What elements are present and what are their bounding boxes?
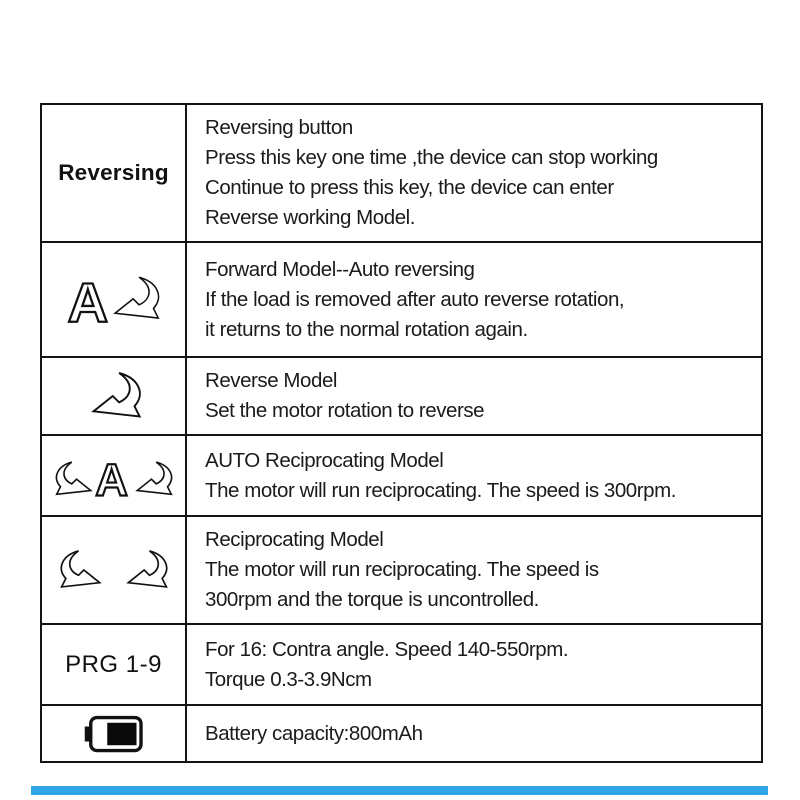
description-line: Set the motor rotation to reverse [205, 399, 485, 422]
rotation-arrow-cw-icon [128, 551, 166, 587]
reversing-label: Reversing [58, 160, 169, 185]
letter-a-outline: A [67, 270, 108, 334]
rotation-arrow-cw-icon [82, 370, 146, 422]
description-line: Press this key one time ,the device can stop working [205, 146, 658, 169]
prg-label: PRG 1-9 [65, 650, 162, 678]
table-row [42, 625, 761, 706]
description-line: Torque 0.3-3.9Ncm [205, 667, 372, 691]
description-cell [187, 706, 761, 761]
description-cell [187, 436, 761, 515]
key-cell-auto-reverse [42, 243, 187, 356]
table-row [42, 243, 761, 358]
description-line: Continue to press this key, the device can enter [205, 176, 614, 199]
function-table [40, 103, 763, 763]
rotation-arrow-ccw-icon [61, 551, 99, 587]
accent-bar [31, 786, 768, 795]
rotation-arrow-cw-icon [137, 462, 171, 494]
reciprocating-icon [55, 545, 173, 595]
battery-icon [84, 714, 144, 754]
description-cell [187, 517, 761, 623]
rotation-arrow-ccw-icon [56, 462, 90, 494]
description-line: Reciprocating Model [205, 528, 384, 551]
description-line: For 16: Contra angle. Speed 140-550rpm. [205, 637, 569, 661]
key-cell-reverse-model [42, 358, 187, 434]
key-cell-prg [42, 625, 187, 704]
description-cell [187, 358, 761, 434]
description-cell [187, 625, 761, 704]
description-line: it returns to the normal rotation again. [205, 317, 528, 341]
table-row [42, 706, 761, 761]
rotation-arrow-cw-icon [115, 277, 158, 318]
auto-reciprocating-icon [50, 448, 178, 504]
description-cell [187, 243, 761, 356]
key-cell-auto-reciprocating [42, 436, 187, 515]
letter-a-outline: A [94, 454, 128, 504]
table-row [42, 105, 761, 243]
description-line: The motor will run reciprocating. The speed is [205, 558, 599, 581]
description-line: Battery capacity:800mAh [205, 721, 423, 745]
description-line: 300rpm and the torque is uncontrolled. [205, 588, 539, 611]
auto-reverse-icon [56, 266, 172, 334]
description-cell [187, 105, 761, 241]
description-line: Reverse Model [205, 369, 338, 392]
description-line: If the load is removed after auto reverse rotation, [205, 287, 625, 311]
description-line: Forward Model--Auto reversing [205, 257, 475, 281]
description-line: AUTO Reciprocating Model [205, 448, 444, 472]
table-row [42, 358, 761, 436]
description-line: Reversing button [205, 116, 353, 139]
key-cell-reciprocating [42, 517, 187, 623]
key-cell-reversing [42, 105, 187, 241]
description-line: Reverse working Model. [205, 206, 415, 229]
description-line: The motor will run reciprocating. The speed is 300rpm. [205, 478, 676, 502]
key-cell-battery [42, 706, 187, 761]
table-row [42, 517, 761, 625]
table-row [42, 436, 761, 517]
